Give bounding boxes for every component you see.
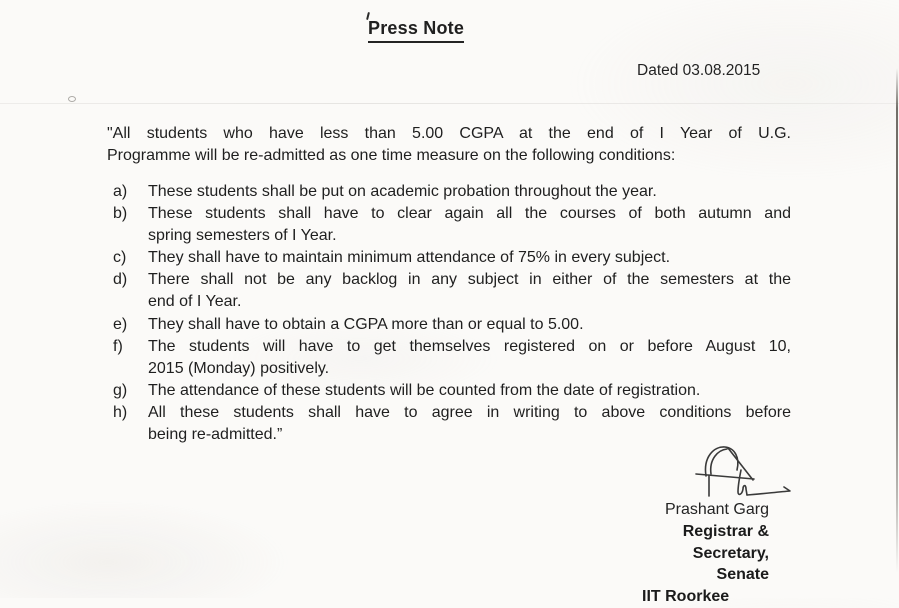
condition-text-line: These students shall be put on academic probation throughout the year. [148,183,657,200]
condition-text [148,380,791,402]
condition-text-line: 2015 (Monday) positively. [148,359,330,377]
condition-item [113,247,791,269]
condition-text-line: The students will have to get themselves registered on or before August 10, [148,337,791,355]
signatory-title-line: IIT Roorkee [642,588,730,606]
condition-text-line: There shall not be any backlog in any subject in either of the semesters at the [148,271,791,289]
page-title: Press Note [368,18,464,43]
scan-artifact-right-edge-line [896,68,898,573]
condition-label: e) [113,315,128,333]
condition-label: d) [113,271,128,289]
condition-text [148,336,791,380]
condition-item [113,380,791,402]
scan-artifact-speck [68,96,76,102]
condition-text [148,247,791,269]
condition-text-line: All these students shall have to agree in writing to above conditions before [148,403,791,421]
intro-paragraph [107,123,791,166]
condition-text [148,181,791,203]
condition-label: h) [113,403,128,421]
scan-artifact-horizontal-line [0,103,899,104]
condition-text-line: They shall have to maintain minimum attendance of 75% in every subject. [148,249,671,267]
condition-text-line: being re-admitted.” [148,426,283,444]
condition-text-line: end of I Year. [148,293,242,311]
condition-text [148,314,791,336]
condition-label: f) [113,337,123,355]
condition-item [113,314,791,336]
condition-text-line: These students shall have to clear again all the courses of both autumn and [148,205,791,223]
condition-label: g) [113,381,128,399]
condition-text-line: The attendance of these students will be counted from the date of registration. [148,381,701,399]
signatory-title-line: Registrar & [682,522,769,540]
condition-item [113,203,791,247]
signatory-title-line: Secretary, Senate [692,544,769,584]
signature-ink [690,440,800,500]
condition-label: c) [113,249,127,267]
date-line: Dated 03.08.2015 [637,62,761,79]
condition-text-line: They shall have to obtain a CGPA more than or equal to 5.00. [148,315,584,333]
signature-block [640,499,769,608]
condition-item [113,269,791,313]
condition-item [113,181,791,203]
conditions-list [113,181,791,446]
condition-label: b) [113,205,128,223]
condition-text [148,203,791,247]
condition-text-line: spring semesters of I Year. [148,227,337,245]
condition-label: a) [113,183,128,200]
signature-squiggle-icon [690,440,800,500]
intro-line-1: "All students who have less than 5.00 CGPA at the end of I Year of U.G. [107,125,791,142]
intro-line-2: Programme will be re-admitted as one time measure on the following conditions: [107,146,676,164]
condition-item [113,336,791,380]
signatory-titles [640,521,769,608]
condition-text [148,269,791,313]
signatory-name: Prashant Garg [664,501,769,518]
